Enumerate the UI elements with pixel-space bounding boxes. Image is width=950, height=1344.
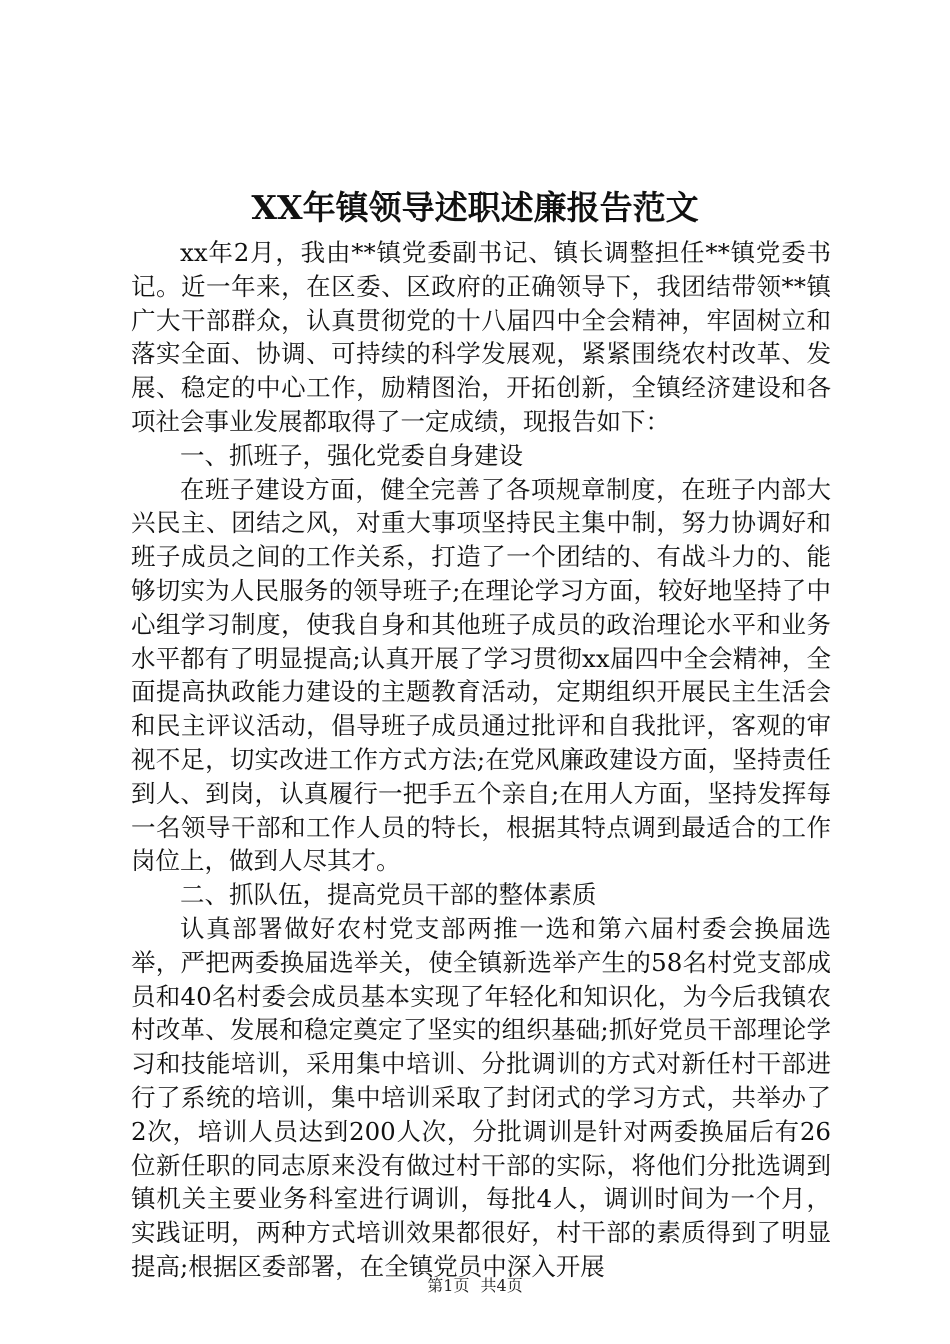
paragraph-section-1: 在班子建设方面，健全完善了各项规章制度，在班子内部大兴民主、团结之风，对重大事项坚持民主集中制，努力协调好和班子成员之间的工作关系，打造了一个团结的、有战斗力的、能够切实为人民服务的领导班子;在理论学习方面，较好地坚持了中心组学习制度，使我自身和其他班子成员的政治理论水平和业务水平都有了明显提高;认真开展了学习贯彻xx届四中全会精神，全面提高执政能力建设的主题教育活动，定期组织开展民主生活会和民主评议活动，倡导班子成员通过批评和自我批评，客观的审视不足，切实改进工作方式方法;在党风廉政建设方面，坚持责任到人、到岗，认真履行一把手五个亲自;在用人方面，坚持发挥每一名领导干部和工作人员的特长，根据其特点调到最适合的工作岗位上，做到人尽其才。 [131, 474, 831, 876]
page-footer [0, 1275, 950, 1297]
document-title: XX年镇领导述职述廉报告范文 [251, 188, 699, 227]
section-heading-1: 一、抓班子，强化党委自身建设 [180, 440, 523, 470]
section-heading-2: 二、抓队伍，提高党员干部的整体素质 [180, 880, 597, 910]
paragraph-intro: xx年2月，我由**镇党委副书记、镇长调整担任**镇党委书记。近一年来，在区委、区政府的正确领导下，我团结带领**镇广大干部群众，认真贯彻党的十八届四中全会精神，牢固树立和落实全面、协调、可持续的科学发展观，紧紧围绕农村改革、发展、稳定的中心工作，励精图治，开拓创新，全镇经济建设和各项社会事业发展都取得了一定成绩，现报告如下： [131, 238, 831, 436]
page-number: 第1页 [427, 1276, 470, 1295]
page-total: 共4页 [480, 1276, 523, 1295]
document-body [131, 236, 831, 1284]
paragraph-section-2: 认真部署做好农村党支部两推一选和第六届村委会换届选举，严把两委换届选举关，使全镇新选举产生的58名村党支部成员和40名村委会成员基本实现了年轻化和知识化，为今后我镇农村改革、发展和稳定奠定了坚实的组织基础;抓好党员干部理论学习和技能培训，采用集中培训、分批调训的方式对新任村干部进行了系统的培训，集中培训采取了封闭式的学习方式，共举办了2次，培训人员达到200人次，分批调训是针对两委换届后有26位新任职的同志原来没有做过村干部的实际，将他们分批选调到镇机关主要业务科室进行调训，每批4人，调训时间为一个月，实践证明，两种方式培训效果都很好，村干部的素质得到了明显提高;根据区委部署，在全镇党员中深入开展 [131, 913, 831, 1281]
